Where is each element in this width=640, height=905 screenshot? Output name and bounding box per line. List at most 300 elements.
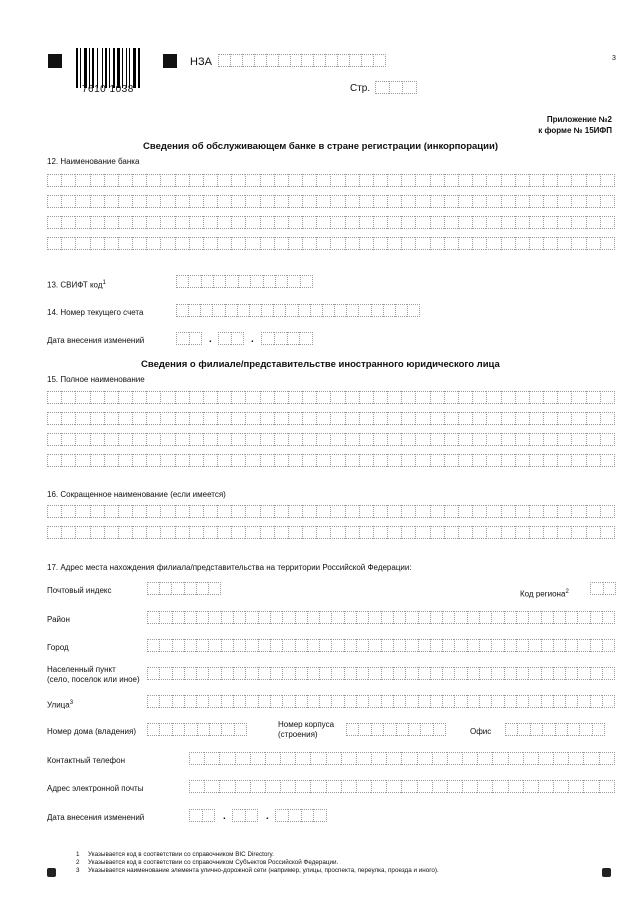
entry-cell[interactable] xyxy=(245,505,259,518)
entry-cell[interactable] xyxy=(231,433,245,446)
entry-cell[interactable] xyxy=(90,195,104,208)
entry-cell[interactable] xyxy=(479,611,491,624)
entry-cell[interactable] xyxy=(159,667,171,680)
entry-cell[interactable] xyxy=(331,667,343,680)
entry-cell[interactable] xyxy=(430,505,444,518)
entry-cell[interactable] xyxy=(373,216,387,229)
entry-cell[interactable] xyxy=(313,54,325,67)
entry-cell[interactable] xyxy=(302,412,316,425)
entry-cell[interactable] xyxy=(104,174,118,187)
entry-cell[interactable] xyxy=(159,611,171,624)
entry-cell[interactable] xyxy=(217,174,231,187)
entry-cell[interactable] xyxy=(401,174,415,187)
entry-cell[interactable] xyxy=(90,412,104,425)
entry-cell[interactable] xyxy=(600,174,615,187)
entry-cell[interactable] xyxy=(508,752,523,765)
phone-cells[interactable] xyxy=(189,752,615,765)
entry-cell[interactable] xyxy=(147,582,159,595)
entry-cell[interactable] xyxy=(245,195,259,208)
entry-cell[interactable] xyxy=(553,695,565,708)
entry-cell[interactable] xyxy=(557,195,571,208)
entry-cell[interactable] xyxy=(282,667,294,680)
entry-cell[interactable] xyxy=(401,433,415,446)
entry-cell[interactable] xyxy=(132,454,146,467)
entry-cell[interactable] xyxy=(118,216,132,229)
entry-cell[interactable] xyxy=(586,505,600,518)
entry-cell[interactable] xyxy=(387,174,401,187)
entry-cell[interactable] xyxy=(501,237,515,250)
entry-cell[interactable] xyxy=(307,611,319,624)
entry-cell[interactable] xyxy=(231,216,245,229)
entry-cell[interactable] xyxy=(458,195,472,208)
entry-cell[interactable] xyxy=(430,174,444,187)
entry-cell[interactable] xyxy=(61,412,75,425)
entry-cell[interactable] xyxy=(118,526,132,539)
entry-cell[interactable] xyxy=(132,195,146,208)
entry-cell[interactable] xyxy=(208,582,221,595)
entry-cell[interactable] xyxy=(529,526,543,539)
entry-cell[interactable] xyxy=(225,304,237,317)
entry-cell[interactable] xyxy=(196,667,208,680)
entry-cell[interactable] xyxy=(501,433,515,446)
entry-cell[interactable] xyxy=(61,391,75,404)
entry-cell[interactable] xyxy=(486,391,500,404)
entry-cell[interactable] xyxy=(61,174,75,187)
entry-cell[interactable] xyxy=(245,639,257,652)
entry-cell[interactable] xyxy=(344,639,356,652)
entry-cell[interactable] xyxy=(132,237,146,250)
entry-cell[interactable] xyxy=(529,237,543,250)
entry-cell[interactable] xyxy=(302,216,316,229)
entry-cell[interactable] xyxy=(472,391,486,404)
entry-cell[interactable] xyxy=(260,195,274,208)
entry-cell[interactable] xyxy=(373,412,387,425)
entry-cell[interactable] xyxy=(75,216,89,229)
entry-cell[interactable] xyxy=(486,505,500,518)
entry-cell[interactable] xyxy=(517,723,529,736)
entry-cell[interactable] xyxy=(590,639,602,652)
entry-cell[interactable] xyxy=(557,505,571,518)
entry-cell[interactable] xyxy=(325,54,337,67)
entry-cell[interactable] xyxy=(401,195,415,208)
entry-cell[interactable] xyxy=(504,667,516,680)
entry-cell[interactable] xyxy=(577,639,589,652)
entry-cell[interactable] xyxy=(430,639,442,652)
entry-cell[interactable] xyxy=(204,752,219,765)
entry-cell[interactable] xyxy=(371,780,386,793)
entry-cell[interactable] xyxy=(571,391,585,404)
entry-cell[interactable] xyxy=(233,611,245,624)
entry-cell[interactable] xyxy=(288,391,302,404)
entry-cell[interactable] xyxy=(418,695,430,708)
entry-cell[interactable] xyxy=(543,526,557,539)
entry-cell[interactable] xyxy=(592,723,605,736)
entry-cell[interactable] xyxy=(118,195,132,208)
entry-cell[interactable] xyxy=(221,667,233,680)
entry-cell[interactable] xyxy=(319,667,331,680)
entry-cell[interactable] xyxy=(346,304,358,317)
entry-cell[interactable] xyxy=(508,780,523,793)
entry-cell[interactable] xyxy=(61,454,75,467)
entry-cell[interactable] xyxy=(528,667,540,680)
entry-cell[interactable] xyxy=(590,695,602,708)
entry-cell[interactable] xyxy=(47,391,61,404)
entry-cell[interactable] xyxy=(359,454,373,467)
entry-cell[interactable] xyxy=(274,237,288,250)
entry-cell[interactable] xyxy=(132,526,146,539)
entry-cell[interactable] xyxy=(492,752,507,765)
entry-cell[interactable] xyxy=(472,454,486,467)
entry-cell[interactable] xyxy=(345,433,359,446)
entry-cell[interactable] xyxy=(288,526,302,539)
entry-cell[interactable] xyxy=(258,639,270,652)
entry-cell[interactable] xyxy=(430,695,442,708)
entry-cell[interactable] xyxy=(543,195,557,208)
entry-cell[interactable] xyxy=(458,412,472,425)
entry-cell[interactable] xyxy=(515,174,529,187)
entry-cell[interactable] xyxy=(90,526,104,539)
entry-cell[interactable] xyxy=(280,780,295,793)
entry-cell[interactable] xyxy=(373,237,387,250)
entry-cell[interactable] xyxy=(337,54,349,67)
entry-cell[interactable] xyxy=(381,611,393,624)
entry-cell[interactable] xyxy=(444,237,458,250)
entry-cell[interactable] xyxy=(515,412,529,425)
entry-cell[interactable] xyxy=(288,433,302,446)
entry-cell[interactable] xyxy=(523,752,538,765)
entry-cell[interactable] xyxy=(442,639,454,652)
entry-cell[interactable] xyxy=(479,695,491,708)
entry-cell[interactable] xyxy=(590,667,602,680)
entry-cell[interactable] xyxy=(405,639,417,652)
entry-cell[interactable] xyxy=(172,667,184,680)
entry-cell[interactable] xyxy=(217,216,231,229)
entry-cell[interactable] xyxy=(75,412,89,425)
entry-cell[interactable] xyxy=(203,216,217,229)
entry-cell[interactable] xyxy=(583,780,598,793)
entry-cell[interactable] xyxy=(307,667,319,680)
entry-cell[interactable] xyxy=(373,54,386,67)
entry-cell[interactable] xyxy=(472,412,486,425)
entry-cell[interactable] xyxy=(486,216,500,229)
entry-cell[interactable] xyxy=(501,195,515,208)
entry-cell[interactable] xyxy=(316,433,330,446)
entry-cell[interactable] xyxy=(47,433,61,446)
entry-cell[interactable] xyxy=(444,216,458,229)
entry-cell[interactable] xyxy=(368,639,380,652)
entry-cell[interactable] xyxy=(160,433,174,446)
entry-cell[interactable] xyxy=(430,667,442,680)
entry-cell[interactable] xyxy=(217,454,231,467)
entry-cell[interactable] xyxy=(274,195,288,208)
entry-cell[interactable] xyxy=(61,237,75,250)
entry-cell[interactable] xyxy=(245,667,257,680)
entry-cell[interactable] xyxy=(118,433,132,446)
entry-cell[interactable] xyxy=(565,695,577,708)
entry-cell[interactable] xyxy=(330,526,344,539)
entry-cell[interactable] xyxy=(261,332,274,345)
entry-cell[interactable] xyxy=(132,505,146,518)
entry-cell[interactable] xyxy=(288,216,302,229)
entry-cell[interactable] xyxy=(393,695,405,708)
entry-cell[interactable] xyxy=(147,695,159,708)
entry-cell[interactable] xyxy=(529,412,543,425)
entry-cell[interactable] xyxy=(430,454,444,467)
entry-cell[interactable] xyxy=(529,391,543,404)
entry-cell[interactable] xyxy=(356,695,368,708)
entry-cell[interactable] xyxy=(577,667,589,680)
entry-cell[interactable] xyxy=(75,526,89,539)
entry-cell[interactable] xyxy=(405,695,417,708)
entry-cell[interactable] xyxy=(486,526,500,539)
entry-cell[interactable] xyxy=(415,174,429,187)
entry-cell[interactable] xyxy=(387,195,401,208)
entry-cell[interactable] xyxy=(290,54,302,67)
entry-cell[interactable] xyxy=(529,174,543,187)
entry-cell[interactable] xyxy=(47,505,61,518)
entry-cell[interactable] xyxy=(266,54,278,67)
entry-cell[interactable] xyxy=(528,695,540,708)
entry-cell[interactable] xyxy=(600,505,615,518)
entry-cell[interactable] xyxy=(249,304,261,317)
entry-cell[interactable] xyxy=(442,667,454,680)
entry-cell[interactable] xyxy=(285,304,297,317)
entry-cell[interactable] xyxy=(346,723,358,736)
entry-cell[interactable] xyxy=(415,195,429,208)
entry-cell[interactable] xyxy=(401,526,415,539)
entry-cell[interactable] xyxy=(486,195,500,208)
entry-cell[interactable] xyxy=(295,695,307,708)
entry-cell[interactable] xyxy=(175,505,189,518)
entry-cell[interactable] xyxy=(420,723,432,736)
entry-cell[interactable] xyxy=(477,780,492,793)
entry-cell[interactable] xyxy=(458,174,472,187)
entry-cell[interactable] xyxy=(387,412,401,425)
entry-cell[interactable] xyxy=(344,695,356,708)
entry-cell[interactable] xyxy=(600,237,615,250)
entry-cell[interactable] xyxy=(386,752,401,765)
entry-cell[interactable] xyxy=(75,433,89,446)
entry-cell[interactable] xyxy=(603,582,617,595)
entry-cell[interactable] xyxy=(516,667,528,680)
entry-cell[interactable] xyxy=(571,412,585,425)
entry-cell[interactable] xyxy=(557,237,571,250)
entry-cell[interactable] xyxy=(75,195,89,208)
entry-cell[interactable] xyxy=(326,780,341,793)
entry-cell[interactable] xyxy=(458,237,472,250)
entry-cell[interactable] xyxy=(254,54,266,67)
entry-cell[interactable] xyxy=(160,505,174,518)
entry-cell[interactable] xyxy=(218,54,230,67)
entry-cell[interactable] xyxy=(458,526,472,539)
entry-cell[interactable] xyxy=(288,412,302,425)
entry-cell[interactable] xyxy=(330,391,344,404)
entry-cell[interactable] xyxy=(274,454,288,467)
entry-cell[interactable] xyxy=(265,780,280,793)
entry-cell[interactable] xyxy=(295,639,307,652)
entry-cell[interactable] xyxy=(245,391,259,404)
entry-cell[interactable] xyxy=(260,237,274,250)
entry-cell[interactable] xyxy=(203,526,217,539)
entry-cell[interactable] xyxy=(359,391,373,404)
entry-cell[interactable] xyxy=(295,667,307,680)
entry-cell[interactable] xyxy=(245,695,257,708)
entry-cell[interactable] xyxy=(189,237,203,250)
entry-cell[interactable] xyxy=(175,237,189,250)
entry-cell[interactable] xyxy=(444,505,458,518)
entry-cell[interactable] xyxy=(118,237,132,250)
entry-cell[interactable] xyxy=(160,195,174,208)
entry-cell[interactable] xyxy=(61,195,75,208)
entry-cell[interactable] xyxy=(118,391,132,404)
entry-cell[interactable] xyxy=(504,611,516,624)
entry-cell[interactable] xyxy=(418,667,430,680)
entry-cell[interactable] xyxy=(316,174,330,187)
entry-cell[interactable] xyxy=(235,752,250,765)
entry-cell[interactable] xyxy=(75,391,89,404)
bank-name-row-2[interactable] xyxy=(47,195,615,208)
district-cells[interactable] xyxy=(147,611,615,624)
entry-cell[interactable] xyxy=(501,505,515,518)
entry-cell[interactable] xyxy=(330,216,344,229)
entry-cell[interactable] xyxy=(458,391,472,404)
entry-cell[interactable] xyxy=(260,433,274,446)
full-name-row-1[interactable] xyxy=(47,391,615,404)
entry-cell[interactable] xyxy=(200,304,212,317)
entry-cell[interactable] xyxy=(196,611,208,624)
postal-code-cells[interactable] xyxy=(147,582,221,595)
entry-cell[interactable] xyxy=(557,454,571,467)
entry-cell[interactable] xyxy=(330,505,344,518)
entry-cell[interactable] xyxy=(47,454,61,467)
entry-cell[interactable] xyxy=(189,780,204,793)
entry-cell[interactable] xyxy=(345,412,359,425)
entry-cell[interactable] xyxy=(288,237,302,250)
entry-cell[interactable] xyxy=(316,216,330,229)
entry-cell[interactable] xyxy=(160,391,174,404)
page-cells[interactable] xyxy=(375,81,417,94)
entry-cell[interactable] xyxy=(602,639,615,652)
entry-cell[interactable] xyxy=(359,412,373,425)
entry-cell[interactable] xyxy=(331,695,343,708)
entry-cell[interactable] xyxy=(444,174,458,187)
entry-cell[interactable] xyxy=(356,611,368,624)
entry-cell[interactable] xyxy=(387,216,401,229)
full-name-row-2[interactable] xyxy=(47,412,615,425)
entry-cell[interactable] xyxy=(458,433,472,446)
street-cells[interactable] xyxy=(147,695,615,708)
entry-cell[interactable] xyxy=(555,723,567,736)
entry-cell[interactable] xyxy=(217,505,231,518)
entry-cell[interactable] xyxy=(505,723,517,736)
entry-cell[interactable] xyxy=(263,275,275,288)
entry-cell[interactable] xyxy=(189,433,203,446)
entry-cell[interactable] xyxy=(331,639,343,652)
entry-cell[interactable] xyxy=(586,391,600,404)
entry-cell[interactable] xyxy=(454,667,466,680)
entry-cell[interactable] xyxy=(160,174,174,187)
entry-cell[interactable] xyxy=(316,454,330,467)
entry-cell[interactable] xyxy=(231,412,245,425)
entry-cell[interactable] xyxy=(415,526,429,539)
entry-cell[interactable] xyxy=(408,723,420,736)
entry-cell[interactable] xyxy=(383,723,395,736)
entry-cell[interactable] xyxy=(492,780,507,793)
entry-cell[interactable] xyxy=(280,752,295,765)
entry-cell[interactable] xyxy=(528,639,540,652)
entry-cell[interactable] xyxy=(553,611,565,624)
entry-cell[interactable] xyxy=(462,752,477,765)
entry-cell[interactable] xyxy=(250,275,262,288)
entry-cell[interactable] xyxy=(203,454,217,467)
entry-cell[interactable] xyxy=(208,667,220,680)
entry-cell[interactable] xyxy=(201,275,213,288)
entry-cell[interactable] xyxy=(415,216,429,229)
entry-cell[interactable] xyxy=(529,433,543,446)
entry-cell[interactable] xyxy=(577,611,589,624)
entry-cell[interactable] xyxy=(515,216,529,229)
entry-cell[interactable] xyxy=(175,412,189,425)
entry-cell[interactable] xyxy=(316,237,330,250)
entry-cell[interactable] xyxy=(184,639,196,652)
entry-cell[interactable] xyxy=(288,505,302,518)
entry-cell[interactable] xyxy=(515,195,529,208)
entry-cell[interactable] xyxy=(146,412,160,425)
entry-cell[interactable] xyxy=(415,505,429,518)
entry-cell[interactable] xyxy=(430,412,444,425)
entry-cell[interactable] xyxy=(583,752,598,765)
entry-cell[interactable] xyxy=(386,780,401,793)
entry-cell[interactable] xyxy=(359,216,373,229)
entry-cell[interactable] xyxy=(231,237,245,250)
entry-cell[interactable] xyxy=(274,433,288,446)
entry-cell[interactable] xyxy=(444,412,458,425)
entry-cell[interactable] xyxy=(407,304,420,317)
entry-cell[interactable] xyxy=(356,639,368,652)
entry-cell[interactable] xyxy=(171,582,183,595)
entry-cell[interactable] xyxy=(295,752,310,765)
entry-cell[interactable] xyxy=(501,174,515,187)
bank-change-day[interactable] xyxy=(176,332,202,345)
entry-cell[interactable] xyxy=(472,174,486,187)
entry-cell[interactable] xyxy=(270,667,282,680)
entry-cell[interactable] xyxy=(571,505,585,518)
entry-cell[interactable] xyxy=(368,611,380,624)
entry-cell[interactable] xyxy=(472,195,486,208)
entry-cell[interactable] xyxy=(542,723,554,736)
entry-cell[interactable] xyxy=(516,611,528,624)
entry-cell[interactable] xyxy=(472,505,486,518)
entry-cell[interactable] xyxy=(217,412,231,425)
entry-cell[interactable] xyxy=(175,391,189,404)
entry-cell[interactable] xyxy=(417,780,432,793)
entry-cell[interactable] xyxy=(571,216,585,229)
entry-cell[interactable] xyxy=(541,667,553,680)
entry-cell[interactable] xyxy=(288,809,301,822)
entry-cell[interactable] xyxy=(217,237,231,250)
entry-cell[interactable] xyxy=(189,412,203,425)
entry-cell[interactable] xyxy=(381,639,393,652)
entry-cell[interactable] xyxy=(538,780,553,793)
entry-cell[interactable] xyxy=(538,752,553,765)
entry-cell[interactable] xyxy=(184,582,196,595)
entry-cell[interactable] xyxy=(221,611,233,624)
short-name-row-1[interactable] xyxy=(47,505,615,518)
entry-cell[interactable] xyxy=(208,695,220,708)
entry-cell[interactable] xyxy=(586,195,600,208)
entry-cell[interactable] xyxy=(543,454,557,467)
entry-cell[interactable] xyxy=(467,611,479,624)
